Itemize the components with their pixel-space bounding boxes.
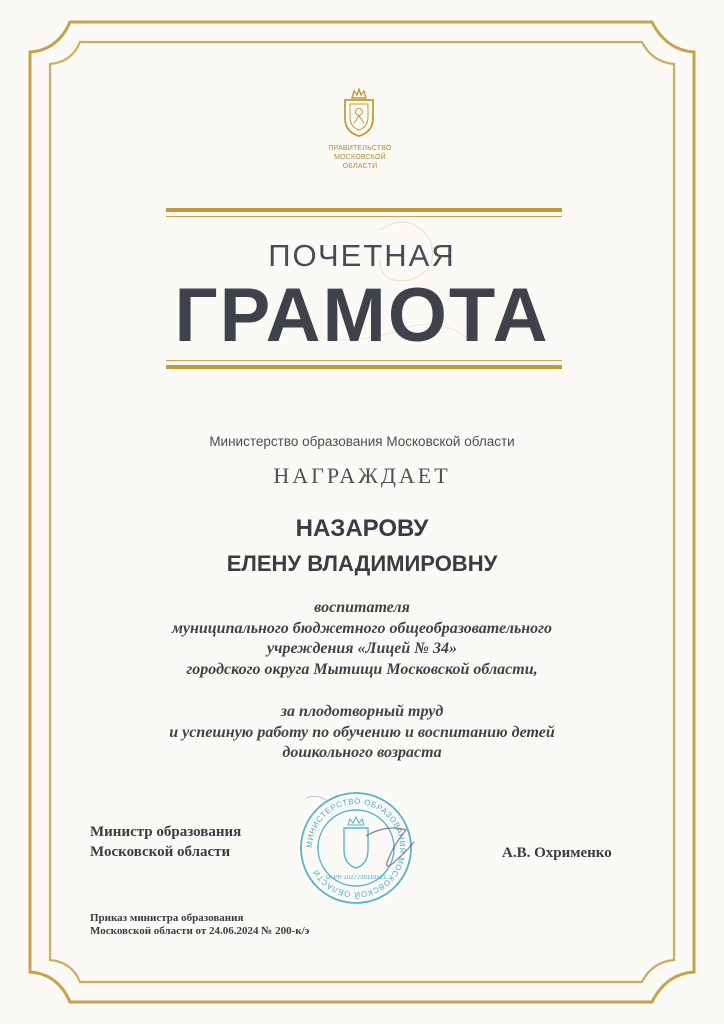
- position-line: городского округа Мытищи Московской области,: [186, 660, 538, 678]
- stamp-ogrn: ОГРН 1027739119121: [325, 875, 387, 881]
- position-line: учреждения «Лицей № 34»: [267, 640, 457, 657]
- gov-line: ОБЛАСТИ: [342, 163, 378, 170]
- gov-line: ПРАВИТЕЛЬСТВО: [328, 145, 392, 152]
- reason-line: дошкольного возраста: [282, 744, 442, 761]
- minister-title-line: Министр образования: [90, 824, 242, 840]
- svg-text:МИНИСТЕРСТВО ОБРАЗОВАНИЯ МОСКО: [305, 797, 407, 899]
- minister-title: [90, 822, 310, 862]
- recipient-surname: НАЗАРОВУ: [295, 515, 429, 542]
- title-honorary: ПОЧЕТНАЯ: [268, 238, 456, 273]
- government-caption: [300, 144, 420, 171]
- ministry-name: Министерство образования Московской области: [209, 434, 515, 449]
- coat-of-arms-icon: [340, 88, 378, 138]
- reason-line: и успешную работу по обучению и воспитанию детей: [169, 723, 555, 741]
- signer-name: А.В. Охрименко: [502, 845, 612, 861]
- position-line: воспитателя: [314, 599, 410, 616]
- position-line: муниципального бюджетного общеобразовательного: [171, 619, 553, 637]
- recipient-given-names: ЕЛЕНУ ВЛАДИМИРОВНУ: [226, 551, 498, 576]
- order-reference: [90, 912, 410, 938]
- award-reason: [80, 702, 644, 764]
- title-certificate: ГРАМОТА: [174, 273, 550, 358]
- stamp-ring-text: МИНИСТЕРСТВО ОБРАЗОВАНИЯ МОСКОВСКОЙ ОБЛАСТИ: [304, 796, 408, 900]
- bottom-rule: [166, 360, 562, 369]
- reason-line: за плодотворный труд: [280, 703, 444, 720]
- order-line: Приказ министра образования: [90, 912, 244, 924]
- order-line: Московской области от 24.06.2024 № 200-к/э: [90, 925, 310, 937]
- gov-line: МОСКОВСКОЙ: [334, 154, 386, 161]
- position-description: [80, 598, 644, 680]
- official-seal-icon: [286, 788, 426, 908]
- minister-title-line: Московской области: [90, 844, 231, 860]
- awards-heading: НАГРАЖДАЕТ: [273, 463, 451, 488]
- top-rule: [166, 208, 562, 217]
